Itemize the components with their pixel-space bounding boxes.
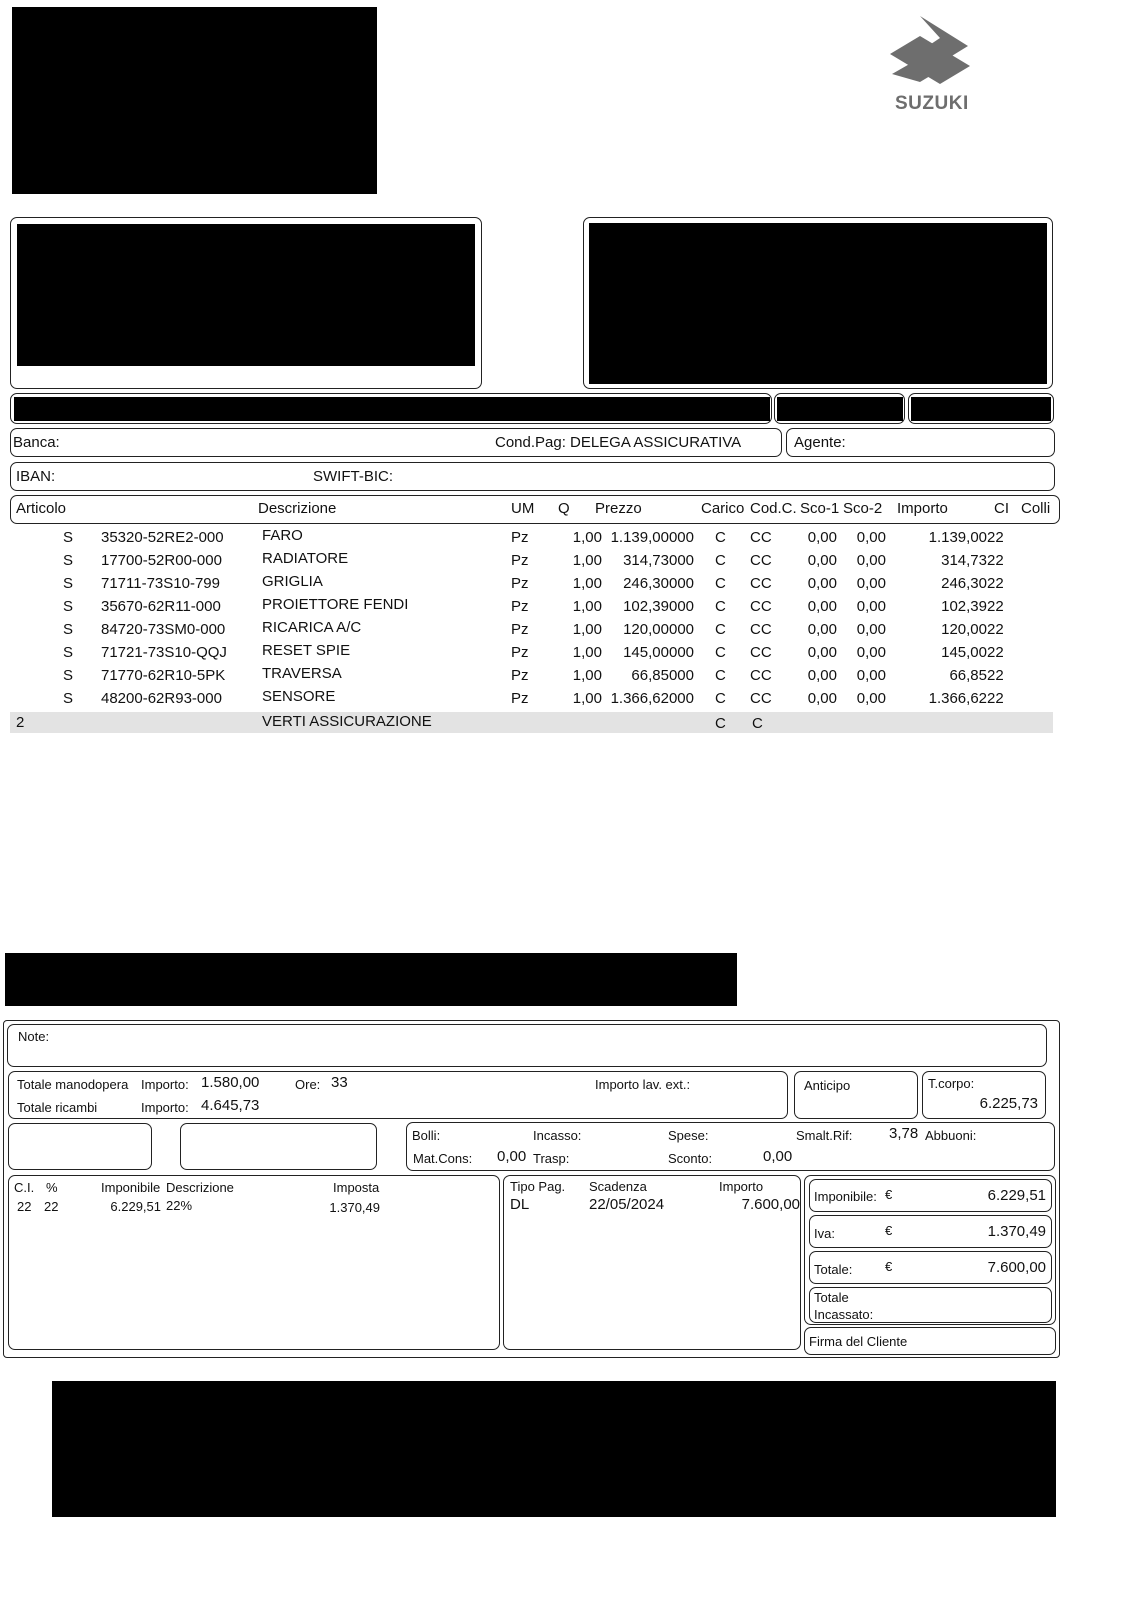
note-label: Note:: [18, 1029, 50, 1044]
table-cell-q: 1,00: [572, 667, 602, 684]
th-importo: Importo: [897, 500, 948, 517]
table-cell-prezzo: 1.366,62000: [610, 690, 694, 707]
footer-row-num: 2: [16, 714, 25, 731]
th-q: Q: [558, 500, 570, 517]
vat-h-ci: C.I.: [14, 1180, 35, 1195]
table-cell-um: Pz: [511, 621, 529, 638]
ore-value: 33: [331, 1074, 348, 1091]
table-cell-type: S: [63, 690, 74, 707]
table-cell-importo: 145,00: [941, 644, 987, 661]
table-cell-um: Pz: [511, 644, 529, 661]
redacted-footer: [52, 1381, 1056, 1517]
iva-value: 1.370,49: [987, 1223, 1046, 1240]
table-cell-sco2: 0,00: [856, 529, 886, 546]
manodopera-importo-label: Importo:: [141, 1077, 189, 1092]
table-cell-prezzo: 1.139,00000: [610, 529, 694, 546]
footer-row-carico: C: [715, 715, 726, 732]
vat-h-desc: Descrizione: [166, 1180, 234, 1195]
footer-row-codc: C: [752, 715, 763, 732]
empty-box-2: [180, 1123, 377, 1170]
table-cell-prezzo: 120,00000: [623, 621, 694, 638]
table-cell-um: Pz: [511, 690, 529, 707]
table-cell-desc: RICARICA A/C: [262, 619, 362, 636]
table-cell-desc: RESET SPIE: [262, 642, 351, 659]
note-box: [7, 1024, 1047, 1067]
table-cell-importo: 66,85: [949, 667, 987, 684]
matcons-value: 0,00: [497, 1148, 527, 1165]
pay-importo: 7.600,00: [741, 1196, 800, 1213]
table-cell-um: Pz: [511, 598, 529, 615]
table-cell-sco1: 0,00: [807, 667, 837, 684]
table-cell-q: 1,00: [572, 644, 602, 661]
table-cell-sco2: 0,00: [856, 644, 886, 661]
incassato-label-1: Totale: [814, 1290, 849, 1305]
table-cell-ci: 22: [987, 621, 1004, 638]
ricambi-importo-value: 4.645,73: [201, 1097, 260, 1114]
table-cell-um: Pz: [511, 552, 529, 569]
table-cell-q: 1,00: [572, 575, 602, 592]
table-cell-type: S: [63, 575, 74, 592]
table-cell-desc: PROIETTORE FENDI: [262, 596, 409, 613]
table-cell-sco2: 0,00: [856, 667, 886, 684]
table-cell-codc: CC: [750, 575, 772, 592]
table-cell-type: S: [63, 552, 74, 569]
table-cell-codc: CC: [750, 598, 772, 615]
table-cell-sco1: 0,00: [807, 690, 837, 707]
table-cell-carico: C: [715, 598, 726, 615]
table-cell-code: 48200-62R93-000: [101, 690, 222, 707]
footer-row-desc: VERTI ASSICURAZIONE: [262, 713, 432, 730]
agente-label: Agente:: [794, 434, 846, 451]
redacted-destination-address: [589, 223, 1047, 384]
th-sco2: Sco-2: [843, 500, 883, 517]
table-cell-importo: 314,73: [941, 552, 987, 569]
banca-label: Banca:: [13, 434, 60, 451]
table-cell-um: Pz: [511, 529, 529, 546]
table-cell-q: 1,00: [572, 621, 602, 638]
table-cell-code: 17700-52R00-000: [101, 552, 222, 569]
imponibile-value: 6.229,51: [987, 1187, 1046, 1204]
table-cell-codc: CC: [750, 690, 772, 707]
table-cell-q: 1,00: [572, 690, 602, 707]
table-cell-type: S: [63, 529, 74, 546]
table-cell-prezzo: 102,39000: [623, 598, 694, 615]
table-cell-carico: C: [715, 644, 726, 661]
lav-ext-label: Importo lav. ext.:: [595, 1077, 691, 1092]
matcons-label: Mat.Cons:: [413, 1151, 473, 1166]
th-sco1: Sco-1: [800, 500, 840, 517]
firma-label: Firma del Cliente: [809, 1334, 908, 1349]
table-cell-sco1: 0,00: [807, 552, 837, 569]
abbuoni-label: Abbuoni:: [925, 1128, 977, 1143]
table-cell-sco2: 0,00: [856, 575, 886, 592]
table-cell-importo: 246,30: [941, 575, 987, 592]
table-cell-codc: CC: [750, 667, 772, 684]
table-cell-desc: FARO: [262, 527, 303, 544]
table-cell-desc: GRIGLIA: [262, 573, 323, 590]
table-cell-prezzo: 145,00000: [623, 644, 694, 661]
table-cell-code: 84720-73SM0-000: [101, 621, 226, 638]
table-cell-q: 1,00: [572, 598, 602, 615]
table-cell-ci: 22: [987, 644, 1004, 661]
table-cell-carico: C: [715, 621, 726, 638]
redacted-sender-block: [12, 7, 377, 194]
pay-h-importo: Importo: [719, 1179, 764, 1194]
tcorpo-label: T.corpo:: [928, 1076, 975, 1091]
table-cell-code: 71721-73S10-QQJ: [101, 644, 227, 661]
table-cell-sco2: 0,00: [856, 690, 886, 707]
imponibile-label: Imponibile:: [814, 1189, 877, 1204]
table-cell-prezzo: 66,85000: [631, 667, 694, 684]
tot-manodopera-label: Totale manodopera: [17, 1077, 129, 1092]
empty-box-1: [8, 1123, 152, 1170]
th-um: UM: [511, 500, 535, 517]
ricambi-importo-label: Importo:: [141, 1100, 189, 1115]
table-cell-type: S: [63, 598, 74, 615]
th-descrizione: Descrizione: [258, 500, 337, 517]
table-cell-codc: CC: [750, 644, 772, 661]
table-cell-q: 1,00: [572, 552, 602, 569]
table-cell-codc: CC: [750, 621, 772, 638]
spese-label: Spese:: [668, 1128, 709, 1143]
vat-box: [8, 1175, 500, 1350]
table-cell-code: 35320-52RE2-000: [101, 529, 224, 546]
table-cell-sco1: 0,00: [807, 529, 837, 546]
th-carico: Carico: [701, 500, 745, 517]
vat-imposta: 1.370,49: [329, 1200, 380, 1215]
vat-desc: 22%: [166, 1198, 193, 1213]
table-cell-importo: 1.366,62: [928, 690, 987, 707]
brand-logo-text: SUZUKI: [895, 93, 969, 114]
vat-pct: 22: [44, 1199, 59, 1214]
iva-label: Iva:: [814, 1226, 835, 1241]
anticipo-label: Anticipo: [804, 1078, 851, 1093]
imponibile-currency: €: [885, 1187, 893, 1202]
th-articolo: Articolo: [16, 500, 67, 517]
th-colli: Colli: [1021, 500, 1051, 517]
iva-currency: €: [885, 1223, 893, 1238]
table-cell-carico: C: [715, 575, 726, 592]
vat-h-imposta: Imposta: [333, 1180, 380, 1195]
th-ci: CI: [994, 500, 1009, 517]
table-cell-ci: 22: [987, 529, 1004, 546]
table-cell-type: S: [63, 644, 74, 661]
manodopera-importo-value: 1.580,00: [201, 1074, 260, 1091]
th-prezzo: Prezzo: [595, 500, 642, 517]
table-cell-codc: CC: [750, 529, 772, 546]
iban-box: [10, 462, 1055, 491]
table-cell-ci: 22: [987, 690, 1004, 707]
table-cell-code: 71711-73S10-799: [101, 575, 220, 592]
table-cell-codc: CC: [750, 552, 772, 569]
tcorpo-value: 6.225,73: [979, 1095, 1038, 1112]
totale-label: Totale:: [814, 1262, 853, 1277]
table-cell-um: Pz: [511, 667, 529, 684]
sconto-value: 0,00: [763, 1148, 793, 1165]
ore-label: Ore:: [295, 1077, 321, 1092]
pay-tipo: DL: [510, 1196, 530, 1213]
table-cell-prezzo: 314,73000: [623, 552, 694, 569]
vat-h-pct: %: [46, 1180, 58, 1195]
table-cell-code: 35670-62R11-000: [101, 598, 221, 615]
redacted-customer-address: [17, 224, 475, 366]
table-cell-importo: 1.139,00: [928, 529, 987, 546]
iban-label: IBAN:: [16, 468, 56, 485]
pay-scadenza: 22/05/2024: [589, 1196, 665, 1213]
table-cell-prezzo: 246,30000: [623, 575, 694, 592]
table-cell-type: S: [63, 667, 74, 684]
table-cell-carico: C: [715, 690, 726, 707]
redacted-doc-info-2: [777, 397, 903, 421]
swift-label: SWIFT-BIC:: [313, 468, 393, 485]
table-cell-desc: SENSORE: [262, 688, 336, 705]
vat-ci: 22: [17, 1199, 32, 1214]
vat-imponibile: 6.229,51: [110, 1199, 161, 1214]
redacted-doc-info-1: [14, 397, 770, 421]
table-cell-q: 1,00: [572, 529, 602, 546]
pay-h-tipo: Tipo Pag.: [510, 1179, 566, 1194]
table-cell-ci: 22: [987, 598, 1004, 615]
incasso-label: Incasso:: [533, 1128, 582, 1143]
table-cell-type: S: [63, 621, 74, 638]
table-cell-sco1: 0,00: [807, 598, 837, 615]
th-codc: Cod.C.: [750, 500, 797, 517]
table-cell-ci: 22: [987, 667, 1004, 684]
table-cell-ci: 22: [987, 575, 1004, 592]
table-footer-row: [10, 712, 1053, 733]
pay-h-scadenza: Scadenza: [589, 1179, 647, 1194]
tot-ricambi-label: Totale ricambi: [17, 1100, 98, 1115]
table-cell-sco1: 0,00: [807, 575, 837, 592]
table-cell-code: 71770-62R10-5PK: [101, 667, 226, 684]
redacted-notes-block: [5, 953, 737, 1006]
redacted-doc-info-3: [911, 397, 1051, 421]
table-cell-sco2: 0,00: [856, 621, 886, 638]
table-cell-carico: C: [715, 667, 726, 684]
cond-pag-label: Cond.Pag:: [495, 434, 566, 451]
table-cell-sco1: 0,00: [807, 621, 837, 638]
table-cell-carico: C: [715, 552, 726, 569]
table-cell-importo: 102,39: [941, 598, 987, 615]
smalt-label: Smalt.Rif:: [796, 1128, 853, 1143]
totale-currency: €: [885, 1259, 893, 1274]
table-cell-sco2: 0,00: [856, 598, 886, 615]
table-cell-importo: 120,00: [941, 621, 987, 638]
table-cell-desc: TRAVERSA: [262, 665, 342, 682]
incassato-label-2: Incassato:: [814, 1307, 874, 1322]
table-cell-ci: 22: [987, 552, 1004, 569]
vat-h-imponibile: Imponibile: [101, 1180, 161, 1195]
trasp-label: Trasp:: [533, 1151, 570, 1166]
table-cell-desc: RADIATORE: [262, 550, 349, 567]
table-cell-sco2: 0,00: [856, 552, 886, 569]
totale-value: 7.600,00: [987, 1259, 1046, 1276]
sconto-label: Sconto:: [668, 1151, 713, 1166]
bolli-label: Bolli:: [412, 1128, 441, 1143]
table-cell-carico: C: [715, 529, 726, 546]
cond-pag-value: DELEGA ASSICURATIVA: [570, 434, 742, 451]
table-cell-um: Pz: [511, 575, 529, 592]
smalt-value: 3,78: [889, 1125, 919, 1142]
table-cell-sco1: 0,00: [807, 644, 837, 661]
